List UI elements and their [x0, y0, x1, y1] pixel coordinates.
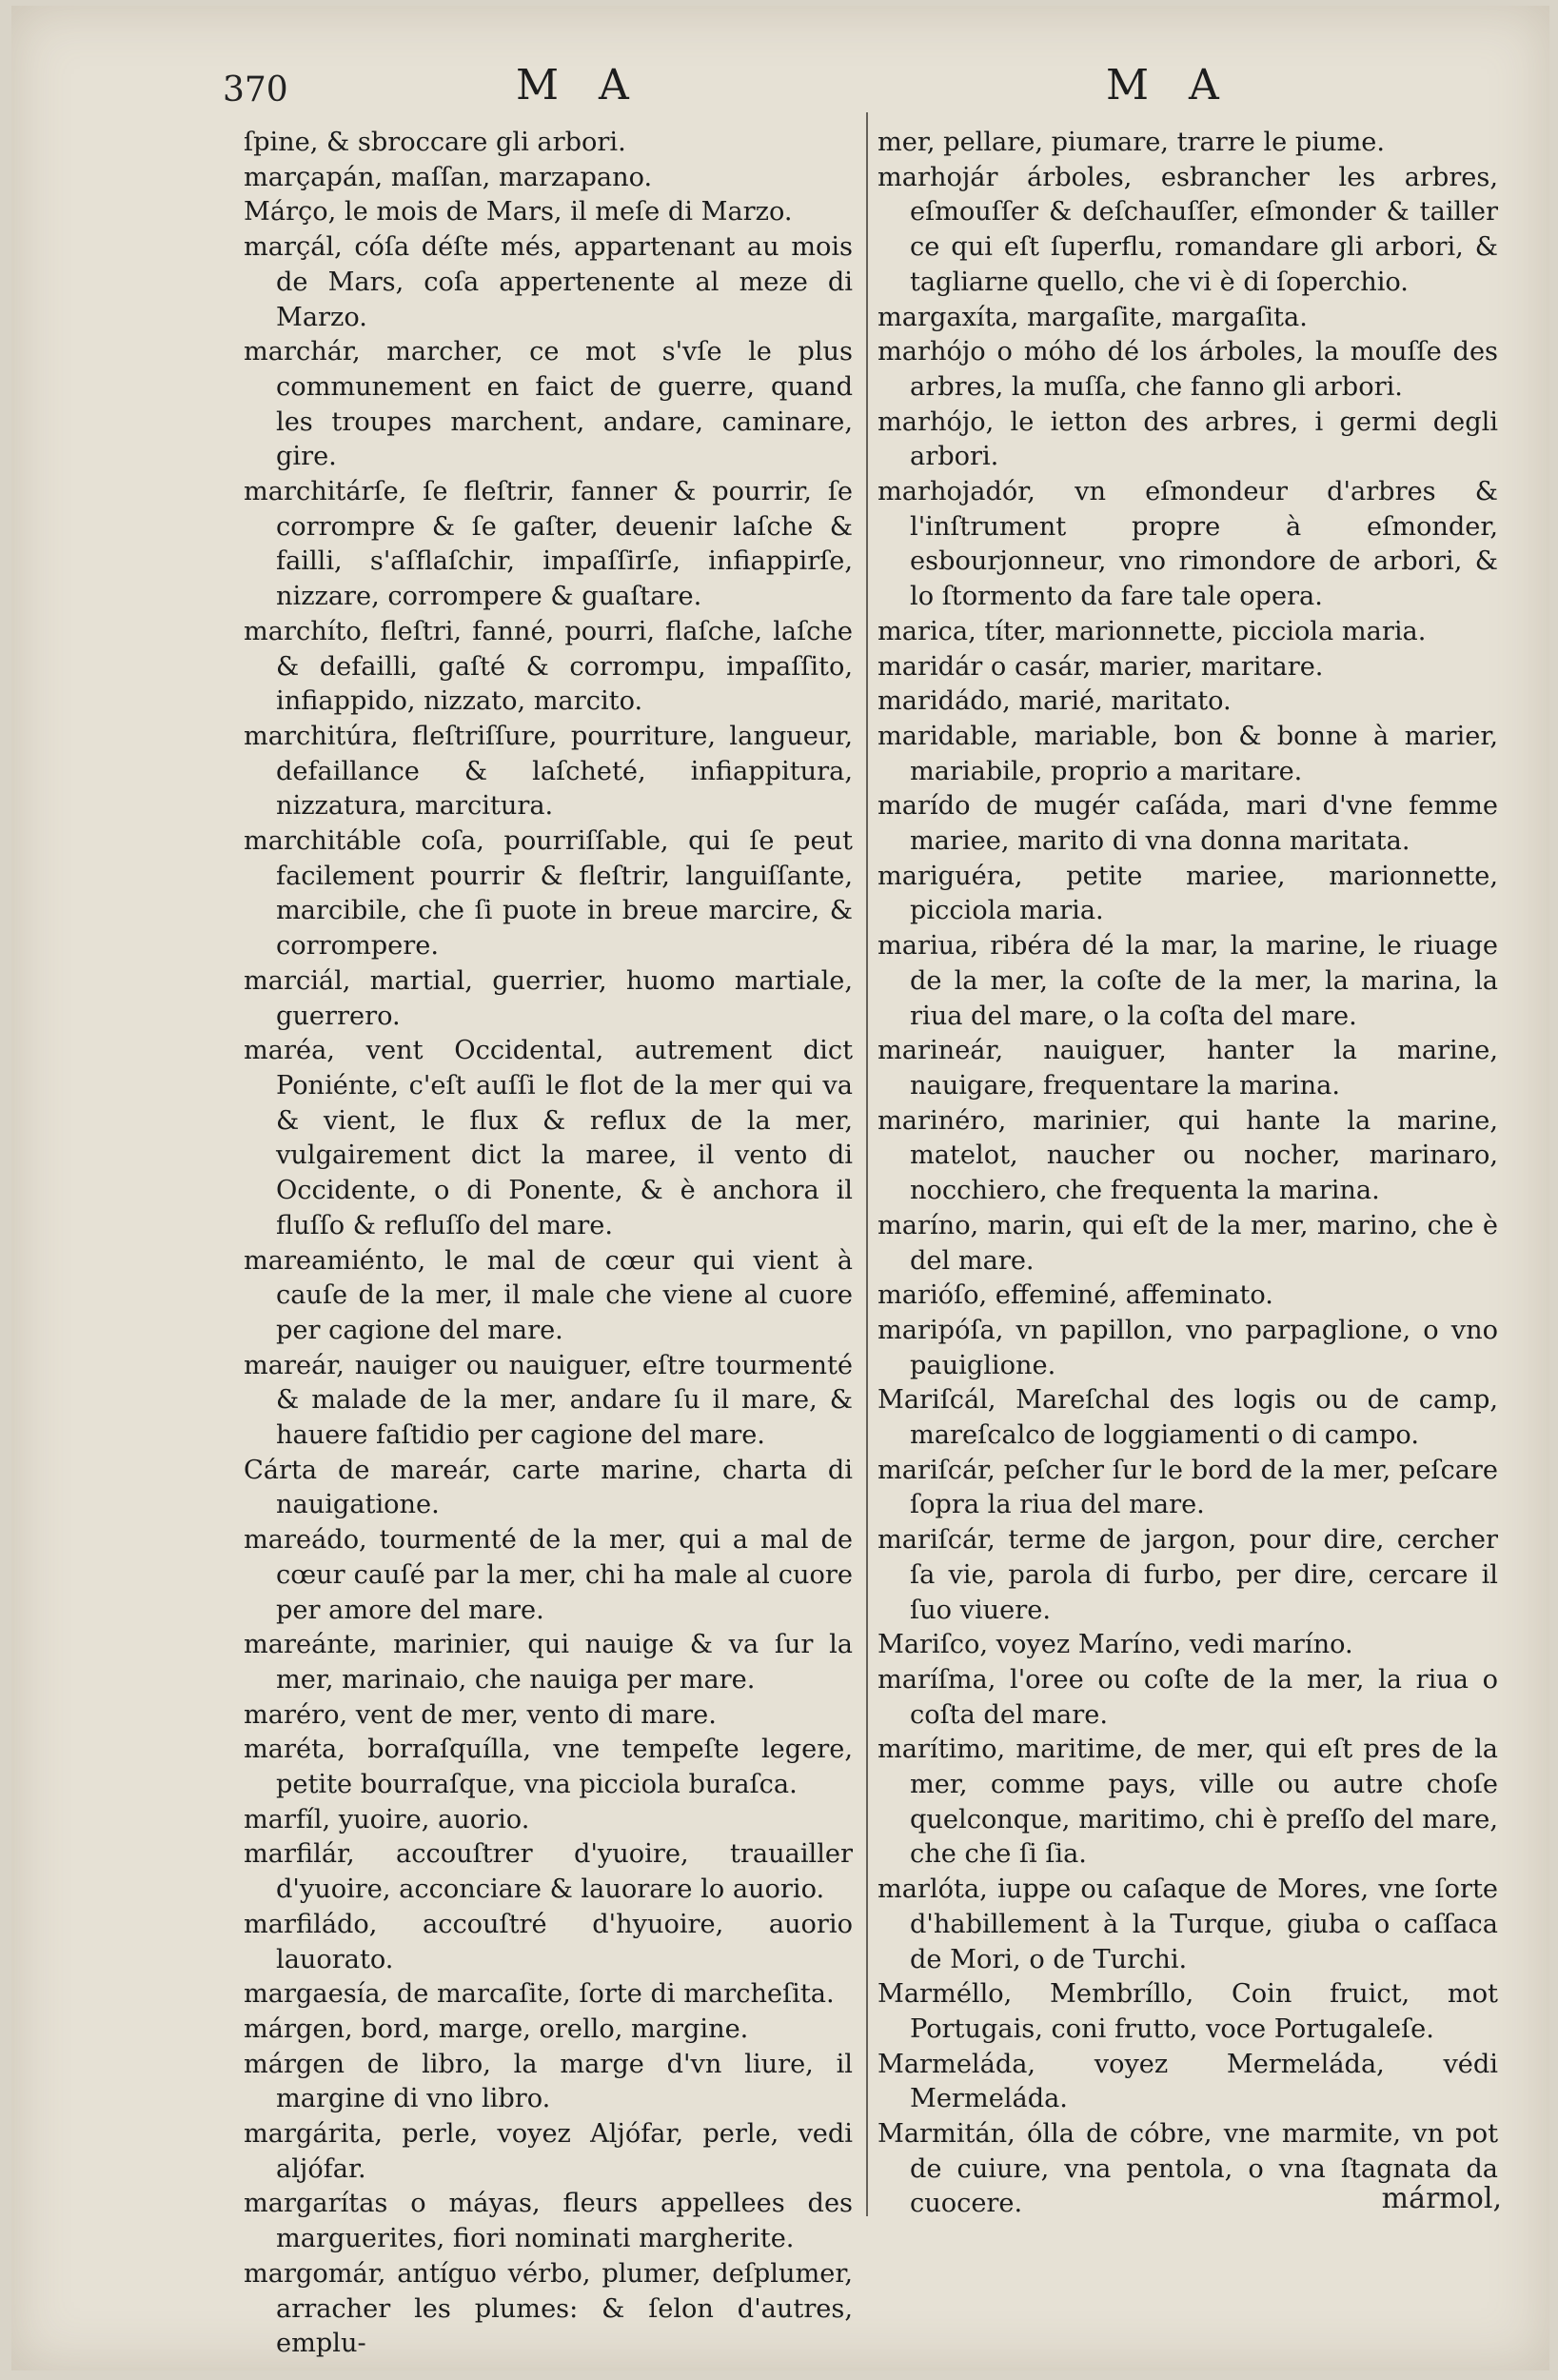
dictionary-entry: marçapán, maſſan, marzapano. [244, 162, 653, 192]
dictionary-entry: Márço, le mois de Mars, il meſe di Marzo. [244, 197, 793, 228]
dictionary-entry: maréro, vent de mer, vento di mare. [244, 1699, 717, 1730]
dictionary-entry: maréta, borraſquílla, vne tempeſte legere, petite bourraſque, vna picciola buraſca. [244, 1735, 853, 1800]
dictionary-entry: margomár, antíguo vérbo, plumer, deſplumer, arracher les plumes: & ſelon d'autres, emplu- [244, 2258, 853, 2359]
column-divider [866, 112, 868, 2216]
dictionary-entry: Marmitán, ólla de cóbre, vne marmite, vn pot de cuiure, vna pentola, o vna ſtagnata da cuocere. [878, 2119, 1498, 2219]
dictionary-entry: mariſcár, peſcher ſur le bord de la mer, peſcare ſopra la riua del mare. [878, 1455, 1498, 1520]
dictionary-entry: Mariſco, voyez Maríno, vedi maríno. [878, 1630, 1353, 1660]
dictionary-entry: mareamiénto, le mal de cœur qui vient à cauſe de la mer, il male che viene al cuore per cagione del mare. [244, 1245, 853, 1345]
dictionary-entry: Marmeláda, voyez Mermeláda, védi Mermeláda. [878, 2049, 1498, 2114]
dictionary-entry: maridár o casár, marier, maritare. [878, 651, 1324, 682]
dictionary-entry: marhojadór, vn eſmondeur d'arbres & l'inſtrument propre à eſmonder, esbourjonneur, vno rimondore de arbori, & lo ſtormento da fare tale opera. [878, 477, 1498, 612]
dictionary-entry: margaesía, de marcaſite, ſorte di marcheſita. [244, 1979, 835, 2010]
dictionary-entry: Marméllo, Membríllo, Coin fruict, mot Portugais, coni frutto, voce Portugaleſe. [878, 1979, 1498, 2044]
dictionary-entry: mariſcár, terme de jargon, pour dire, cercher ſa vie, parola di furbo, per dire, cercare il ſuo viuere. [878, 1525, 1498, 1625]
dictionary-entry: mareár, nauiger ou nauiguer, eſtre tourmenté & malade de la mer, andare ſu il mare, & hauere faſtidio per cagione del mare. [244, 1350, 853, 1451]
left-column [244, 126, 853, 2362]
dictionary-entry: mariguéra, petite mariee, marionnette, picciola maria. [878, 861, 1498, 926]
dictionary-entry: marchíto, fleſtri, fanné, pourri, flaſche, laſche & defailli, gaſté & corrompu, impaſſito, infiappido, nizzato, marcito. [244, 616, 853, 717]
dictionary-entry: maridádo, marié, maritato. [878, 686, 1232, 717]
running-head-right: M A [1106, 61, 1233, 109]
dictionary-entry: marhójo o móho dé los árboles, la mouſſe des arbres, la muſſa, che fanno gli arbori. [878, 337, 1498, 402]
dictionary-entry: maripóſa, vn papillon, vno parpaglione, o vno pauiglione. [878, 1315, 1498, 1380]
dictionary-entry: margarítas o máyas, fleurs appellees des marguerites, fiori nominati margherite. [244, 2189, 853, 2254]
dictionary-entry: maréa, vent Occidental, autrement dict Poniénte, c'eſt auſſi le flot de la mer qui va & vient, le flux & reflux de la mer, vulgairement dict la maree, il vento di Occidente, o di Ponente, & è anchora il fluſſo & refluſſo del mare. [244, 1036, 853, 1240]
dictionary-entry: marchitáble coſa, pourriſſable, qui ſe peut facilement pourrir & fleſtrir, languiſſante, marcibile, che ſi puote in breue marcire, & corrompere. [244, 826, 853, 962]
dictionary-entry: mareánte, marinier, qui nauige & va ſur la mer, marinaio, che nauiga per mare. [244, 1630, 853, 1695]
dictionary-entry: maríſma, l'oree ou coſte de la mer, la riua o coſta del mare. [878, 1664, 1498, 1730]
dictionary-entry: marica, títer, marionnette, picciola maria. [878, 616, 1427, 646]
dictionary-entry: marchár, marcher, ce mot s'vſe le plus communement en faict de guerre, quand les troupes marchent, andare, caminare, gire. [244, 337, 853, 472]
dictionary-entry: marçál, cóſa déſte més, appartenant au mois de Mars, coſa appertenente al meze di Marzo. [244, 232, 853, 332]
dictionary-entry: mareádo, tourmenté de la mer, qui a mal de cœur cauſé par la mer, chi ha male al cuore per amore del mare. [244, 1525, 853, 1625]
dictionary-entry: maridable, mariable, bon & bonne à marier, mariabile, proprio a maritare. [878, 721, 1498, 786]
dictionary-entry: margaxíta, margaſite, margaſita. [878, 302, 1308, 332]
dictionary-entry: maríno, marin, qui eſt de la mer, marino, che è del mare. [878, 1210, 1498, 1276]
dictionary-entry: marítimo, maritime, de mer, qui eſt pres de la mer, comme pays, ville ou autre choſe quelconque, maritimo, chi è preſſo del mare, che che ſi ſia. [878, 1735, 1498, 1870]
dictionary-entry: Mariſcál, Mareſchal des logis ou de camp, mareſcalco de loggiamenti o di campo. [878, 1385, 1498, 1451]
dictionary-entry: marióſo, effeminé, affeminato. [878, 1280, 1273, 1311]
dictionary-entry: marlóta, iuppe ou caſaque de Mores, vne ſorte d'habillement à la Turque, giuba o caſſaca de Mori, o de Turchi. [878, 1874, 1498, 1974]
dictionary-entry: marído de mugér caſáda, mari d'vne femme mariee, marito di vna donna maritata. [878, 791, 1498, 857]
dictionary-entry: ſpine, & sbroccare gli arbori. [244, 128, 626, 157]
dictionary-entry: Cárta de mareár, carte marine, charta di nauigatione. [244, 1455, 853, 1520]
page-number: 370 [223, 70, 288, 109]
dictionary-entry: marciál, martial, guerrier, huomo martiale, guerrero. [244, 965, 853, 1031]
book-page [11, 6, 1549, 2370]
dictionary-entry: márgen de libro, la marge d'vn liure, il margine di vno libro. [244, 2049, 853, 2114]
dictionary-entry: marhójo, le ietton des arbres, i germi degli arbori. [878, 407, 1498, 472]
dictionary-entry: mariua, ribéra dé la mar, la marine, le riuage de la mer, la coſte de la mer, la marina, la riua del mare, o la coſta del mare. [878, 931, 1498, 1031]
dictionary-entry: márgen, bord, marge, orello, margine. [244, 2013, 749, 2044]
catchword: mármol, [1381, 2182, 1502, 2215]
dictionary-entry: marinéro, marinier, qui hante la marine, matelot, naucher ou nocher, marinaro, nocchiero, che frequenta la marina. [878, 1105, 1498, 1206]
dictionary-entry: marchitúra, fleſtriſſure, pourriture, langueur, defaillance & laſcheté, infiappitura, nizzatura, marcitura. [244, 721, 853, 822]
dictionary-entry: marineár, nauiguer, hanter la marine, nauigare, frequentare la marina. [878, 1036, 1498, 1101]
dictionary-entry: marhojár árboles, esbrancher les arbres, eſmouſſer & deſchauſſer, eſmonder & tailler ce qui eſt ſuperflu, romandare gli arbori, & tagliarne quello, che vi è di ſoperchio. [878, 162, 1498, 297]
dictionary-entry: margárita, perle, voyez Aljófar, perle, vedi aljófar. [244, 2119, 853, 2184]
running-head-left: M A [516, 61, 642, 109]
dictionary-entry: mer, pellare, piumare, trarre le piume. [878, 128, 1385, 157]
right-column [878, 126, 1498, 2222]
dictionary-entry: marfilár, accouſtrer d'yuoire, trauailler d'yuoire, acconciare & lauorare lo auorio. [244, 1839, 853, 1905]
dictionary-entry: marchitárſe, ſe fleſtrir, fanner & pourrir, ſe corrompre & ſe gaſter, deuenir laſche & failli, s'aſflaſchir, impaſſirſe, infiappirſe, nizzare, corrompere & guaſtare. [244, 477, 853, 612]
dictionary-entry: marfíl, yuoire, auorio. [244, 1804, 530, 1835]
dictionary-entry: marfiládo, accouſtré d'hyuoire, auorio lauorato. [244, 1909, 853, 1974]
